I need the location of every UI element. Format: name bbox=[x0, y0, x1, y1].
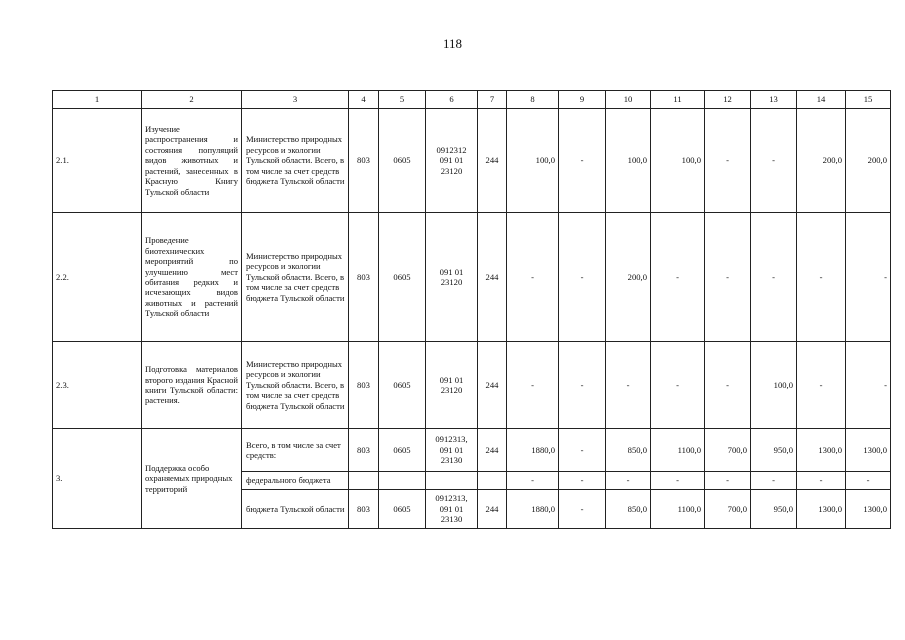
amount-cell: 1100,0 bbox=[651, 429, 705, 472]
executor: бюджета Тульской области bbox=[242, 490, 349, 529]
header-cell: 8 bbox=[507, 91, 559, 109]
amount-cell: - bbox=[705, 472, 751, 490]
amount-cell: 700,0 bbox=[705, 490, 751, 529]
budget-table bbox=[52, 90, 891, 529]
amount-cell: - bbox=[507, 472, 559, 490]
page-number: 118 bbox=[442, 36, 463, 51]
header-cell: 15 bbox=[846, 91, 891, 109]
code-target bbox=[426, 472, 478, 490]
amount-cell: - bbox=[507, 213, 559, 342]
amount-cell: 950,0 bbox=[751, 490, 797, 529]
header-cell: 7 bbox=[478, 91, 507, 109]
amount-cell: 200,0 bbox=[797, 109, 846, 213]
header-cell: 4 bbox=[349, 91, 379, 109]
amount-cell: - bbox=[651, 472, 705, 490]
amount-cell: - bbox=[797, 342, 846, 429]
table-row bbox=[53, 342, 891, 429]
header-cell: 1 bbox=[53, 91, 142, 109]
amount-cell: 850,0 bbox=[606, 490, 651, 529]
amount-cell: 700,0 bbox=[705, 429, 751, 472]
header-cell: 10 bbox=[606, 91, 651, 109]
amount-cell: 1300,0 bbox=[846, 490, 891, 529]
executor: Министерство природных ресурсов и экологии Тульской области. Всего, в том числе за счет средств бюджета Тульской области bbox=[242, 109, 349, 213]
code-target: 0912313, 091 01 23130 bbox=[426, 429, 478, 472]
amount-cell: - bbox=[751, 213, 797, 342]
code-grbs: 803 bbox=[349, 342, 379, 429]
amount-cell: - bbox=[751, 472, 797, 490]
code-grbs: 803 bbox=[349, 213, 379, 342]
executor: Всего, в том числе за счет средств: bbox=[242, 429, 349, 472]
amount-cell: - bbox=[606, 472, 651, 490]
header-row bbox=[53, 91, 891, 109]
row-number: 2.2. bbox=[53, 213, 142, 342]
amount-cell: 1880,0 bbox=[507, 490, 559, 529]
amount-cell: - bbox=[705, 213, 751, 342]
amount-cell: 100,0 bbox=[751, 342, 797, 429]
amount-cell: - bbox=[705, 109, 751, 213]
amount-cell: - bbox=[606, 342, 651, 429]
code-section: 0605 bbox=[379, 490, 426, 529]
amount-cell: 1300,0 bbox=[797, 490, 846, 529]
activity-name: Изучение распространения и состояния популяций видов животных и растений, занесенных в Красную Книгу Тульской области bbox=[142, 109, 242, 213]
code-section: 0605 bbox=[379, 213, 426, 342]
amount-cell: 100,0 bbox=[507, 109, 559, 213]
amount-cell: - bbox=[559, 109, 606, 213]
code-target: 091 01 23120 bbox=[426, 342, 478, 429]
code-section: 0605 bbox=[379, 342, 426, 429]
header-cell: 2 bbox=[142, 91, 242, 109]
amount-cell: - bbox=[559, 429, 606, 472]
executor: федерального бюджета bbox=[242, 472, 349, 490]
code-section: 0605 bbox=[379, 429, 426, 472]
amount-cell: 1100,0 bbox=[651, 490, 705, 529]
amount-cell: - bbox=[507, 342, 559, 429]
header-cell: 6 bbox=[426, 91, 478, 109]
code-grbs: 803 bbox=[349, 490, 379, 529]
header-cell: 13 bbox=[751, 91, 797, 109]
amount-cell: 1300,0 bbox=[846, 429, 891, 472]
amount-cell: - bbox=[846, 472, 891, 490]
code-target: 0912312 091 01 23120 bbox=[426, 109, 478, 213]
amount-cell: - bbox=[651, 213, 705, 342]
row-number: 2.3. bbox=[53, 342, 142, 429]
amount-cell: - bbox=[797, 213, 846, 342]
code-section bbox=[379, 472, 426, 490]
header-cell: 5 bbox=[379, 91, 426, 109]
code-grbs bbox=[349, 472, 379, 490]
code-expense-type: 244 bbox=[478, 429, 507, 472]
code-target: 0912313, 091 01 23130 bbox=[426, 490, 478, 529]
amount-cell: - bbox=[559, 472, 606, 490]
code-section: 0605 bbox=[379, 109, 426, 213]
code-grbs: 803 bbox=[349, 109, 379, 213]
amount-cell: - bbox=[846, 342, 891, 429]
amount-cell: - bbox=[751, 109, 797, 213]
executor: Министерство природных ресурсов и экологии Тульской области. Всего, в том числе за счет средств бюджета Тульской области bbox=[242, 342, 349, 429]
activity-name: Подготовка материалов второго издания Красной книги Тульской области: растения. bbox=[142, 342, 242, 429]
amount-cell: - bbox=[559, 342, 606, 429]
amount-cell: 1300,0 bbox=[797, 429, 846, 472]
code-target: 091 01 23120 bbox=[426, 213, 478, 342]
amount-cell: - bbox=[651, 342, 705, 429]
table-row bbox=[53, 109, 891, 213]
amount-cell: - bbox=[846, 213, 891, 342]
amount-cell: - bbox=[559, 490, 606, 529]
header-cell: 11 bbox=[651, 91, 705, 109]
header-cell: 9 bbox=[559, 91, 606, 109]
executor: Министерство природных ресурсов и экологии Тульской области. Всего, в том числе за счет средств бюджета Тульской области bbox=[242, 213, 349, 342]
amount-cell: - bbox=[559, 213, 606, 342]
code-expense-type: 244 bbox=[478, 109, 507, 213]
activity-name: Поддержка особо охраняемых природных территорий bbox=[142, 429, 242, 529]
amount-cell: 1880,0 bbox=[507, 429, 559, 472]
amount-cell: 100,0 bbox=[606, 109, 651, 213]
header-cell: 12 bbox=[705, 91, 751, 109]
code-expense-type bbox=[478, 472, 507, 490]
amount-cell: 950,0 bbox=[751, 429, 797, 472]
amount-cell: - bbox=[797, 472, 846, 490]
amount-cell: 200,0 bbox=[606, 213, 651, 342]
activity-name: Проведение биотехнических мероприятий по улучшению мест обитания редких и исчезающих видов животных и растений Тульской области bbox=[142, 213, 242, 342]
code-expense-type: 244 bbox=[478, 342, 507, 429]
code-grbs: 803 bbox=[349, 429, 379, 472]
code-expense-type: 244 bbox=[478, 213, 507, 342]
amount-cell: 850,0 bbox=[606, 429, 651, 472]
row-number: 2.1. bbox=[53, 109, 142, 213]
amount-cell: - bbox=[705, 342, 751, 429]
table-row bbox=[53, 213, 891, 342]
row-number: 3. bbox=[53, 429, 142, 529]
header-cell: 14 bbox=[797, 91, 846, 109]
amount-cell: 200,0 bbox=[846, 109, 891, 213]
code-expense-type: 244 bbox=[478, 490, 507, 529]
header-cell: 3 bbox=[242, 91, 349, 109]
amount-cell: 100,0 bbox=[651, 109, 705, 213]
table-row bbox=[53, 429, 891, 472]
